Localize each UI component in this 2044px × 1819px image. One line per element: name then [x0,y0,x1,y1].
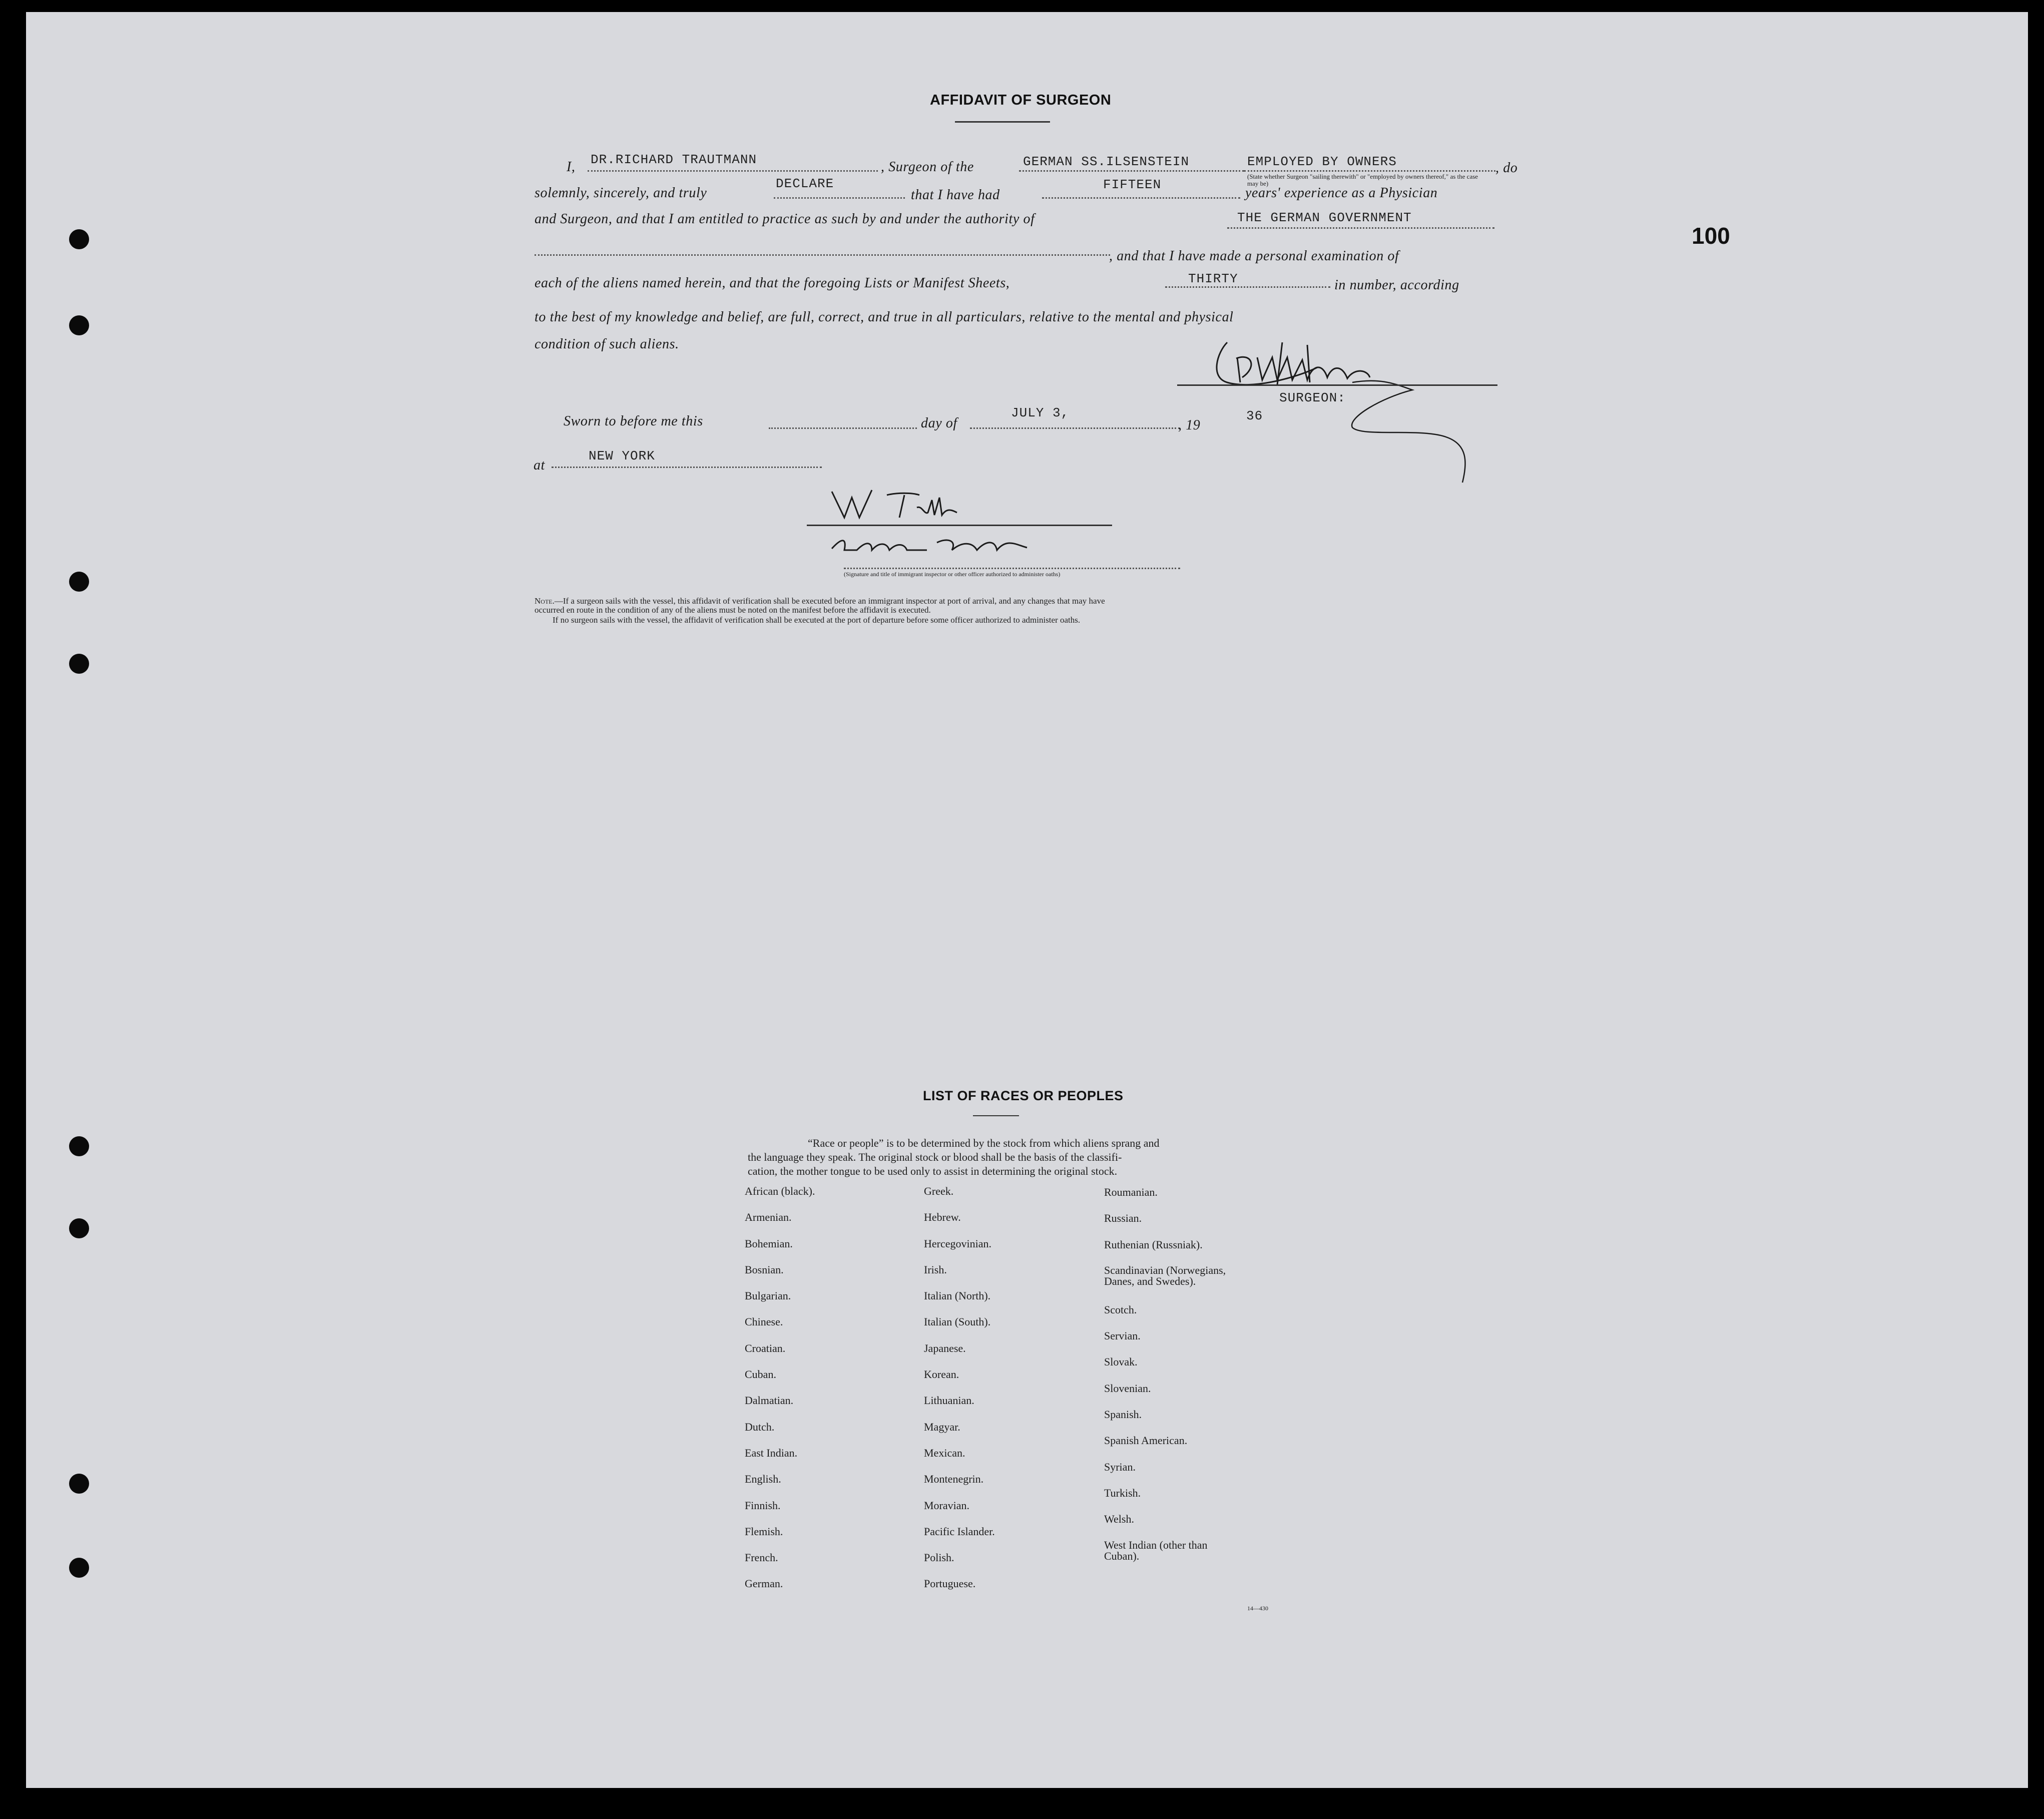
race-item: West Indian (other than Cuban). [1104,1538,1208,1562]
races-column-1 [745,1185,815,1604]
race-item: Servian. [1104,1329,1141,1342]
affidavit-text: and Surgeon, and that I am entitled to practice as such by and under the authority of [535,211,1035,227]
surgeon-signature [1207,322,1608,503]
form-number: 14—430 [1247,1605,1268,1612]
race-item: Bosnian. [745,1263,784,1276]
binder-hole [69,572,89,592]
race-item: Montenegrin. [924,1473,984,1486]
affidavit-text: , Surgeon of the [881,159,974,175]
employment-caption: (State whether Surgeon "sailing therewith" or "employed by owners thereof," as the case may be) [1247,173,1478,187]
surgeon-signature-line [1177,384,1497,386]
race-item: Cuban. [745,1368,776,1381]
race-item: Korean. [924,1368,959,1381]
race-item: Magyar. [924,1420,960,1433]
authority: THE GERMAN GOVERNMENT [1237,210,1412,225]
binder-hole [69,229,89,249]
races-column-2 [924,1185,995,1604]
binder-hole [69,315,89,335]
affidavit-text: Sworn to before me this [564,413,703,429]
field-line [769,427,917,429]
race-item: Armenian. [745,1211,792,1224]
field-line [588,170,878,172]
race-item: Hercegovinian. [924,1237,991,1250]
race-item: Welsh. [1104,1513,1134,1526]
race-item: Portuguese. [924,1577,976,1590]
field-line [1165,286,1330,288]
races-title: LIST OF RACES OR PEOPLES [923,1088,1124,1103]
affidavit-text: condition of such aliens. [535,336,679,352]
race-item: Flemish. [745,1525,783,1538]
race-item: Italian (North). [924,1289,991,1302]
affidavit-text: , do [1495,160,1518,176]
declare-value: DECLARE [776,176,834,191]
sworn-date: JULY 3, [1011,405,1070,420]
race-item: Irish. [924,1263,947,1276]
race-item: Scotch. [1104,1303,1137,1316]
field-line [552,467,822,468]
title-underline [955,121,1050,123]
race-item: Pacific Islander. [924,1525,995,1538]
affidavit-text: I, [567,159,576,175]
race-item: Chinese. [745,1315,783,1328]
race-item: Japanese. [924,1341,966,1354]
race-item: Spanish American. [1104,1434,1188,1447]
vessel-name: GERMAN SS.ILSENSTEIN [1023,154,1190,169]
races-intro: cation, the mother tongue to be used only to assist in determining the original stock. [748,1165,1118,1177]
binder-hole [69,1136,89,1156]
affidavit-text: each of the aliens named herein, and that the foregoing Lists or Manifest Sheets, [535,275,1010,291]
field-line [970,427,1180,429]
race-item: Moravian. [924,1499,970,1512]
affidavit-text: in number, according [1334,277,1459,293]
affidavit-text: , 19 [1178,417,1201,433]
races-column-3 [1104,1186,1226,1570]
binder-hole [69,654,89,674]
field-line [1019,170,1244,172]
affidavit-text: day of [921,415,957,431]
note-label: Note. [535,596,555,606]
race-item: Slovak. [1104,1355,1138,1369]
note-text: —If a surgeon sails with the vessel, this affidavit of verification shall be executed before an immigrant inspector at port of arrival, and any changes that may have [554,596,1105,606]
race-item: Syrian. [1104,1460,1136,1473]
race-item: English. [745,1473,781,1486]
race-item: Croatian. [745,1341,786,1354]
races-intro: the language they speak. The original stock or blood shall be the basis of the classifi- [748,1151,1122,1163]
race-item: Italian (South). [924,1315,991,1328]
affidavit-text: at [534,458,545,473]
race-item: Mexican. [924,1446,965,1459]
race-item: Turkish. [1104,1486,1141,1499]
manifest-page [26,12,2028,1788]
affidavit-note [535,597,1105,606]
field-line [1042,197,1240,199]
official-signature-line [844,568,1180,569]
race-item: Bohemian. [745,1237,793,1250]
field-line [774,197,905,199]
binder-hole [69,1558,89,1578]
affidavit-text: that I have had [911,187,1000,203]
surgeon-employment: EMPLOYED BY OWNERS [1247,154,1397,169]
official-caption: (Signature and title of immigrant inspector or other officer authorized to administer oaths) [844,571,1061,578]
race-item: Roumanian. [1104,1186,1158,1198]
inspector-signature-line [807,525,1112,526]
race-item: Hebrew. [924,1211,961,1224]
sheet-count: THIRTY [1188,271,1238,286]
affidavit-text: solemnly, sincerely, and truly [535,185,707,201]
affidavit-text: years' experience as a Physician [1245,185,1438,201]
note-text: If no surgeon sails with the vessel, the affidavit of verification shall be executed at the port of departure before some officer authorized to administer oaths. [553,615,1081,625]
surgeon-name: DR.RICHARD TRAUTMANN [591,152,757,167]
race-item: Scandinavian (Norwegians, Danes, and Swedes). [1104,1263,1226,1287]
years-experience: FIFTEEN [1103,177,1162,192]
race-item: French. [745,1551,778,1564]
affidavit-title: AFFIDAVIT OF SURGEON [930,92,1112,108]
sworn-place: NEW YORK [589,448,655,464]
race-item: Dalmatian. [745,1394,794,1407]
race-item: Russian. [1104,1212,1142,1225]
affidavit-text: , and that I have made a personal examination of [1109,248,1399,264]
page-number: 100 [1692,223,1730,249]
note-text: occurred en route in the condition of any of the aliens must be noted on the manifest before the affidavit is executed. [535,605,931,615]
binder-hole [69,1474,89,1494]
race-item: Lithuanian. [924,1394,974,1407]
affidavit-text: to the best of my knowledge and belief, are full, correct, and true in all particulars, relative to the mental and physical [535,309,1234,325]
binder-hole [69,1218,89,1238]
race-item: German. [745,1577,783,1590]
field-line [1244,170,1495,172]
race-item: East Indian. [745,1446,798,1459]
race-item: Bulgarian. [745,1289,791,1302]
race-item: African (black). [745,1185,815,1197]
race-item: Slovenian. [1104,1382,1151,1395]
races-intro: “Race or people” is to be determined by the stock from which aliens sprang and [808,1137,1160,1149]
race-item: Polish. [924,1551,954,1564]
races-title-underline [973,1115,1019,1116]
field-line [535,254,1110,256]
race-item: Dutch. [745,1420,775,1433]
field-line [1227,227,1494,229]
race-item: Ruthenian (Russniak). [1104,1238,1203,1251]
sworn-year: 36 [1246,408,1263,423]
race-item: Greek. [924,1185,954,1197]
surgeon-label: SURGEON: [1279,390,1346,405]
race-item: Spanish. [1104,1408,1142,1421]
race-item: Finnish. [745,1499,781,1512]
